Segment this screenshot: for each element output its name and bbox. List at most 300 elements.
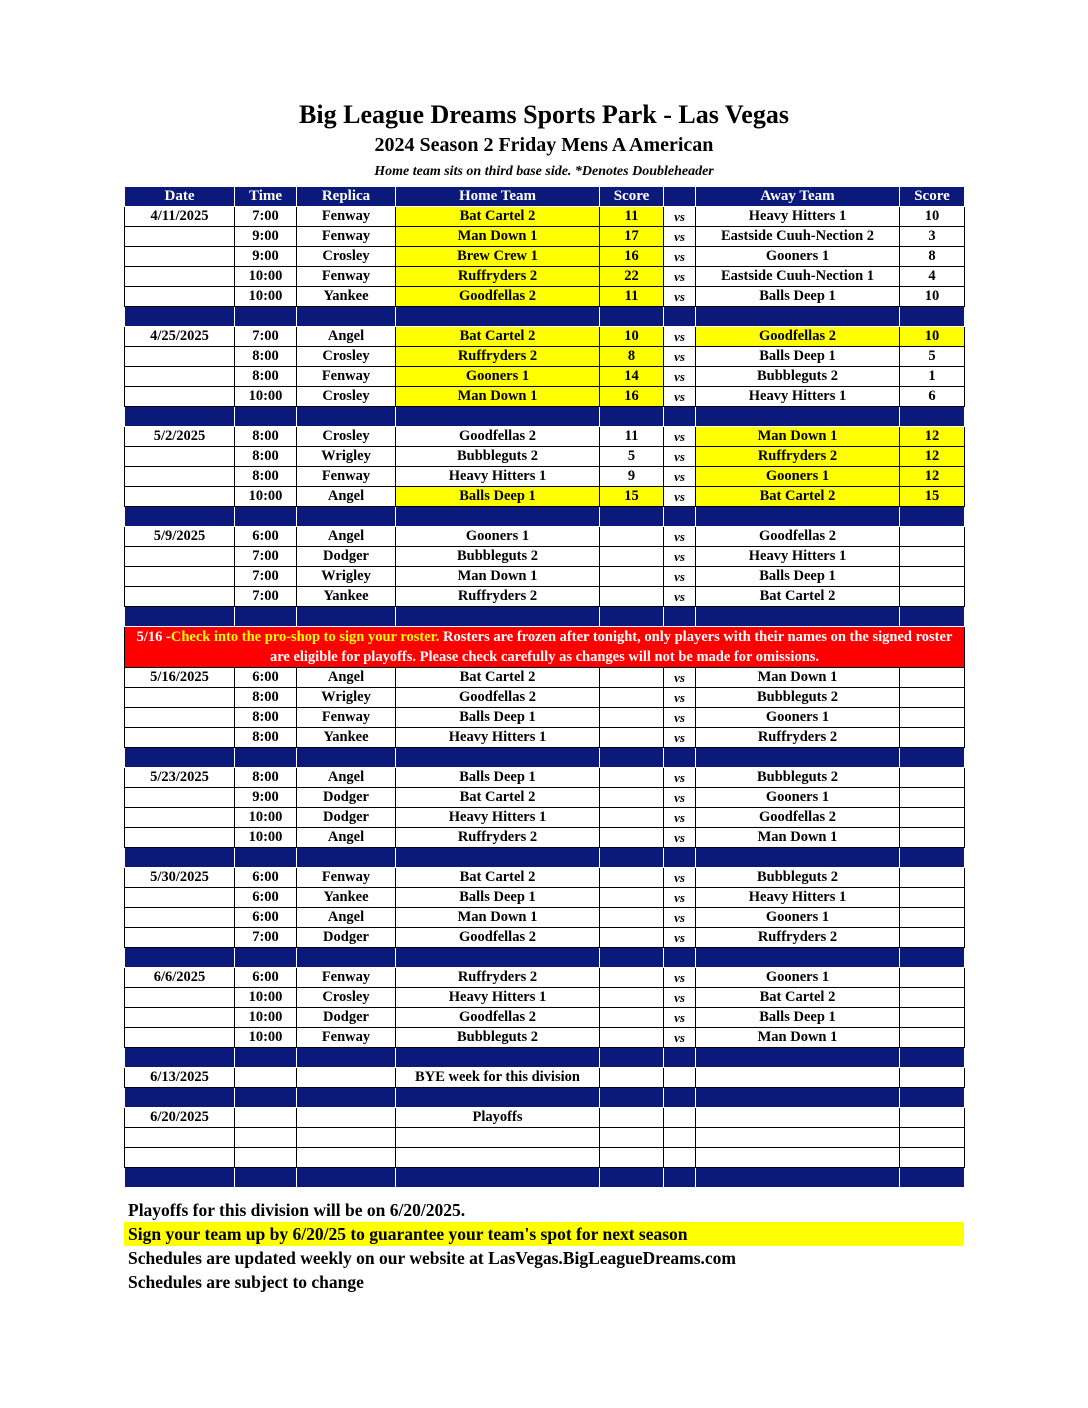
separator-cell — [664, 748, 696, 768]
home-score — [600, 768, 664, 788]
blank-row — [125, 1128, 965, 1148]
vs-label: vs — [664, 728, 696, 748]
separator-cell — [396, 307, 600, 327]
game-time: 6:00 — [235, 527, 297, 547]
vs-label: vs — [664, 347, 696, 367]
game-field: Fenway — [297, 367, 396, 387]
home-score — [600, 908, 664, 928]
vs-label: vs — [664, 247, 696, 267]
separator-cell — [600, 948, 664, 968]
away-team: Goodfellas 2 — [696, 327, 900, 347]
game-row — [125, 487, 965, 507]
game-date — [125, 447, 235, 467]
away-score — [900, 988, 965, 1008]
separator-cell — [664, 1168, 696, 1188]
vs-label: vs — [664, 427, 696, 447]
game-time: 7:00 — [235, 547, 297, 567]
game-time: 10:00 — [235, 287, 297, 307]
away-team: Goodfellas 2 — [696, 808, 900, 828]
game-row — [125, 968, 965, 988]
separator-cell — [664, 848, 696, 868]
game-field: Yankee — [297, 587, 396, 607]
week-separator — [125, 1048, 965, 1068]
home-team: Goodfellas 2 — [396, 427, 600, 447]
game-field: Fenway — [297, 227, 396, 247]
game-date — [125, 567, 235, 587]
column-header: Score — [600, 187, 664, 207]
game-time: 6:00 — [235, 968, 297, 988]
separator-cell — [125, 507, 235, 527]
home-score — [600, 788, 664, 808]
away-score — [900, 708, 965, 728]
game-date — [125, 267, 235, 287]
empty-cell — [664, 1068, 696, 1088]
vs-label: vs — [664, 267, 696, 287]
home-team: Bat Cartel 2 — [396, 668, 600, 688]
away-team: Balls Deep 1 — [696, 287, 900, 307]
game-date — [125, 247, 235, 267]
separator-cell — [900, 948, 965, 968]
separator-cell — [297, 1088, 396, 1108]
game-date — [125, 547, 235, 567]
game-time: 8:00 — [235, 447, 297, 467]
home-score — [600, 527, 664, 547]
away-team: Gooners 1 — [696, 708, 900, 728]
separator-cell — [696, 1168, 900, 1188]
game-field: Angel — [297, 668, 396, 688]
page-subtitle: 2024 Season 2 Friday Mens A American — [374, 134, 714, 156]
separator-cell — [396, 948, 600, 968]
game-field: Dodger — [297, 1008, 396, 1028]
separator-cell — [125, 407, 235, 427]
away-score — [900, 668, 965, 688]
empty-cell — [900, 1068, 965, 1088]
vs-label: vs — [664, 968, 696, 988]
separator-cell — [396, 507, 600, 527]
game-row — [125, 1008, 965, 1028]
week-separator — [125, 407, 965, 427]
away-team: Man Down 1 — [696, 668, 900, 688]
separator-cell — [235, 748, 297, 768]
separator-cell — [900, 748, 965, 768]
roster-notice-row — [125, 627, 965, 668]
away-team: Heavy Hitters 1 — [696, 888, 900, 908]
empty-cell — [125, 1148, 235, 1168]
separator-cell — [664, 948, 696, 968]
home-team: Gooners 1 — [396, 527, 600, 547]
home-score: 10 — [600, 327, 664, 347]
away-team: Man Down 1 — [696, 427, 900, 447]
away-score: 3 — [900, 227, 965, 247]
separator-cell — [600, 848, 664, 868]
separator-cell — [235, 1168, 297, 1188]
game-row — [125, 587, 965, 607]
game-date — [125, 1028, 235, 1048]
game-date: 4/25/2025 — [125, 327, 235, 347]
away-score: 15 — [900, 487, 965, 507]
game-time: 8:00 — [235, 708, 297, 728]
game-time: 10:00 — [235, 808, 297, 828]
away-score: 10 — [900, 207, 965, 227]
away-team: Heavy Hitters 1 — [696, 387, 900, 407]
page-title: Big League Dreams Sports Park - Las Vegas — [299, 100, 789, 129]
notice-prefix: 5/16 - — [136, 629, 171, 645]
game-field: Angel — [297, 828, 396, 848]
away-score: 1 — [900, 367, 965, 387]
game-date — [125, 888, 235, 908]
game-row — [125, 427, 965, 447]
separator-cell — [297, 607, 396, 627]
separator-cell — [696, 507, 900, 527]
away-team: Gooners 1 — [696, 467, 900, 487]
game-time: 10:00 — [235, 267, 297, 287]
separator-cell — [664, 507, 696, 527]
empty-cell — [696, 1108, 900, 1128]
game-date — [125, 688, 235, 708]
vs-label: vs — [664, 988, 696, 1008]
column-header: Home Team — [396, 187, 600, 207]
game-date — [125, 788, 235, 808]
separator-cell — [696, 948, 900, 968]
game-row — [125, 768, 965, 788]
away-score: 6 — [900, 387, 965, 407]
separator-cell — [900, 1048, 965, 1068]
special-label: BYE week for this division — [396, 1068, 600, 1088]
week-separator — [125, 748, 965, 768]
away-team: Heavy Hitters 1 — [696, 547, 900, 567]
vs-label: vs — [664, 227, 696, 247]
home-score: 11 — [600, 287, 664, 307]
vs-label: vs — [664, 207, 696, 227]
away-score — [900, 768, 965, 788]
home-team: Goodfellas 2 — [396, 287, 600, 307]
vs-label: vs — [664, 327, 696, 347]
vs-label: vs — [664, 908, 696, 928]
game-time: 8:00 — [235, 367, 297, 387]
game-row — [125, 467, 965, 487]
vs-label: vs — [664, 367, 696, 387]
game-date: 4/11/2025 — [125, 207, 235, 227]
game-time: 10:00 — [235, 387, 297, 407]
home-score: 8 — [600, 347, 664, 367]
away-score — [900, 788, 965, 808]
game-row — [125, 868, 965, 888]
away-score: 8 — [900, 247, 965, 267]
away-score: 12 — [900, 427, 965, 447]
game-time: 10:00 — [235, 828, 297, 848]
separator-cell — [696, 1048, 900, 1068]
game-date — [125, 808, 235, 828]
away-score — [900, 828, 965, 848]
game-field: Yankee — [297, 287, 396, 307]
game-field: Fenway — [297, 708, 396, 728]
game-row — [125, 988, 965, 1008]
home-score: 11 — [600, 207, 664, 227]
home-team: Balls Deep 1 — [396, 888, 600, 908]
special-row — [125, 1068, 965, 1088]
blank-row — [125, 1148, 965, 1168]
home-team: Man Down 1 — [396, 567, 600, 587]
home-score — [600, 567, 664, 587]
game-row — [125, 888, 965, 908]
vs-label: vs — [664, 387, 696, 407]
separator-cell — [235, 1048, 297, 1068]
separator-cell — [900, 1088, 965, 1108]
home-score — [600, 888, 664, 908]
game-date: 5/2/2025 — [125, 427, 235, 447]
game-time: 6:00 — [235, 668, 297, 688]
separator-cell — [235, 607, 297, 627]
game-time: 9:00 — [235, 227, 297, 247]
home-team: Ruffryders 2 — [396, 828, 600, 848]
away-team: Ruffryders 2 — [696, 928, 900, 948]
home-score — [600, 668, 664, 688]
away-team: Bubbleguts 2 — [696, 367, 900, 387]
home-team-note: Home team sits on third base side. *Denotes Doubleheader — [374, 164, 714, 179]
separator-cell — [125, 848, 235, 868]
away-team: Gooners 1 — [696, 788, 900, 808]
week-separator — [125, 507, 965, 527]
vs-label: vs — [664, 547, 696, 567]
vs-label: vs — [664, 868, 696, 888]
away-team: Balls Deep 1 — [696, 347, 900, 367]
away-score: 12 — [900, 447, 965, 467]
game-date: 5/16/2025 — [125, 668, 235, 688]
game-time: 10:00 — [235, 1008, 297, 1028]
separator-cell — [696, 748, 900, 768]
separator-cell — [600, 507, 664, 527]
away-score: 10 — [900, 287, 965, 307]
game-row — [125, 347, 965, 367]
home-score: 15 — [600, 487, 664, 507]
separator-cell — [600, 1088, 664, 1108]
home-team: Man Down 1 — [396, 908, 600, 928]
vs-label: vs — [664, 888, 696, 908]
game-time: 10:00 — [235, 988, 297, 1008]
separator-cell — [696, 607, 900, 627]
away-team: Bubbleguts 2 — [696, 688, 900, 708]
home-score — [600, 928, 664, 948]
game-field: Crosley — [297, 427, 396, 447]
game-date — [125, 347, 235, 367]
home-score: 16 — [600, 247, 664, 267]
away-score: 12 — [900, 467, 965, 487]
empty-cell — [600, 1148, 664, 1168]
game-row — [125, 668, 965, 688]
home-team: Bat Cartel 2 — [396, 207, 600, 227]
away-team: Gooners 1 — [696, 908, 900, 928]
empty-cell — [900, 1108, 965, 1128]
empty-cell — [696, 1148, 900, 1168]
away-score — [900, 908, 965, 928]
game-time: 8:00 — [235, 688, 297, 708]
game-row — [125, 327, 965, 347]
column-header: Score — [900, 187, 965, 207]
home-team: Man Down 1 — [396, 387, 600, 407]
separator-cell — [396, 1088, 600, 1108]
home-score — [600, 728, 664, 748]
roster-notice — [125, 627, 965, 668]
empty-cell — [235, 1128, 297, 1148]
empty-cell — [297, 1148, 396, 1168]
home-team: Man Down 1 — [396, 227, 600, 247]
game-field: Angel — [297, 487, 396, 507]
game-row — [125, 387, 965, 407]
separator-cell — [600, 407, 664, 427]
playoffs-date-note: Playoffs for this division will be on 6/20/2025. — [128, 1200, 466, 1220]
home-score — [600, 988, 664, 1008]
week-separator — [125, 607, 965, 627]
home-team: Balls Deep 1 — [396, 768, 600, 788]
special-row — [125, 1108, 965, 1128]
away-score — [900, 567, 965, 587]
game-date — [125, 828, 235, 848]
home-score — [600, 828, 664, 848]
home-team: Brew Crew 1 — [396, 247, 600, 267]
away-score — [900, 1028, 965, 1048]
game-date — [125, 908, 235, 928]
vs-label: vs — [664, 788, 696, 808]
game-time: 6:00 — [235, 908, 297, 928]
game-field: Fenway — [297, 267, 396, 287]
away-team: Ruffryders 2 — [696, 728, 900, 748]
away-score — [900, 868, 965, 888]
game-field: Crosley — [297, 988, 396, 1008]
vs-label: vs — [664, 587, 696, 607]
notice-text: Rosters are frozen after tonight, only players with their names on the signed roster are eligible for playoffs. Please check carefully as changes will not be made for omissions. — [269, 629, 953, 665]
game-time: 8:00 — [235, 728, 297, 748]
separator-cell — [396, 607, 600, 627]
away-score — [900, 688, 965, 708]
column-header — [664, 187, 696, 207]
away-team: Bat Cartel 2 — [696, 487, 900, 507]
separator-cell — [297, 948, 396, 968]
away-score: 5 — [900, 347, 965, 367]
game-date: 6/6/2025 — [125, 968, 235, 988]
game-row — [125, 728, 965, 748]
home-team: Bat Cartel 2 — [396, 327, 600, 347]
game-field: Wrigley — [297, 688, 396, 708]
vs-label: vs — [664, 1028, 696, 1048]
empty-cell — [235, 1068, 297, 1088]
separator-cell — [600, 607, 664, 627]
game-row — [125, 267, 965, 287]
game-time: 7:00 — [235, 587, 297, 607]
home-team: Balls Deep 1 — [396, 487, 600, 507]
week-separator — [125, 1088, 965, 1108]
empty-cell — [696, 1128, 900, 1148]
game-row — [125, 808, 965, 828]
separator-cell — [235, 1088, 297, 1108]
empty-cell — [235, 1148, 297, 1168]
separator-cell — [297, 407, 396, 427]
separator-cell — [664, 307, 696, 327]
game-date — [125, 728, 235, 748]
separator-cell — [900, 1168, 965, 1188]
schedule-change-note: Schedules are subject to change — [128, 1272, 364, 1292]
game-time: 7:00 — [235, 327, 297, 347]
home-team: Heavy Hitters 1 — [396, 728, 600, 748]
game-date — [125, 227, 235, 247]
separator-cell — [396, 407, 600, 427]
empty-cell — [900, 1148, 965, 1168]
home-team: Heavy Hitters 1 — [396, 808, 600, 828]
game-field: Dodger — [297, 547, 396, 567]
schedule-table — [124, 186, 965, 1188]
separator-cell — [396, 748, 600, 768]
game-row — [125, 227, 965, 247]
separator-cell — [396, 1048, 600, 1068]
away-team: Balls Deep 1 — [696, 567, 900, 587]
home-score — [600, 808, 664, 828]
separator-cell — [297, 307, 396, 327]
home-team: Goodfellas 2 — [396, 1008, 600, 1028]
vs-label: vs — [664, 467, 696, 487]
home-score: 11 — [600, 427, 664, 447]
game-row — [125, 287, 965, 307]
signup-reminder: Sign your team up by 6/20/25 to guarantee your team's spot for next season — [124, 1222, 964, 1246]
vs-label: vs — [664, 768, 696, 788]
home-team: Gooners 1 — [396, 367, 600, 387]
away-score: 10 — [900, 327, 965, 347]
empty-cell — [664, 1148, 696, 1168]
game-date — [125, 367, 235, 387]
empty-cell — [297, 1108, 396, 1128]
website-note: Schedules are updated weekly on our website at LasVegas.BigLeagueDreams.com — [128, 1248, 736, 1268]
away-team: Man Down 1 — [696, 1028, 900, 1048]
game-field: Yankee — [297, 888, 396, 908]
empty-cell — [125, 1128, 235, 1148]
schedule-header-row — [125, 187, 965, 207]
game-date — [125, 988, 235, 1008]
game-date — [125, 487, 235, 507]
game-field: Dodger — [297, 808, 396, 828]
separator-cell — [396, 848, 600, 868]
game-field: Crosley — [297, 347, 396, 367]
game-time: 9:00 — [235, 247, 297, 267]
away-score — [900, 968, 965, 988]
separator-cell — [900, 607, 965, 627]
home-team: Heavy Hitters 1 — [396, 988, 600, 1008]
away-team: Bat Cartel 2 — [696, 587, 900, 607]
week-separator — [125, 948, 965, 968]
separator-cell — [235, 848, 297, 868]
game-row — [125, 828, 965, 848]
separator-cell — [600, 1048, 664, 1068]
game-time: 6:00 — [235, 868, 297, 888]
home-score — [600, 1028, 664, 1048]
column-header: Date — [125, 187, 235, 207]
empty-cell — [600, 1108, 664, 1128]
empty-cell — [600, 1128, 664, 1148]
vs-label: vs — [664, 1008, 696, 1028]
away-score — [900, 587, 965, 607]
game-time: 9:00 — [235, 788, 297, 808]
home-score: 5 — [600, 447, 664, 467]
separator-cell — [900, 307, 965, 327]
separator-cell — [600, 1168, 664, 1188]
away-score — [900, 888, 965, 908]
game-row — [125, 207, 965, 227]
home-team: Balls Deep 1 — [396, 708, 600, 728]
away-score — [900, 728, 965, 748]
game-field: Crosley — [297, 387, 396, 407]
separator-cell — [235, 307, 297, 327]
home-score — [600, 688, 664, 708]
separator-cell — [125, 948, 235, 968]
week-separator — [125, 1168, 965, 1188]
home-team: Goodfellas 2 — [396, 688, 600, 708]
